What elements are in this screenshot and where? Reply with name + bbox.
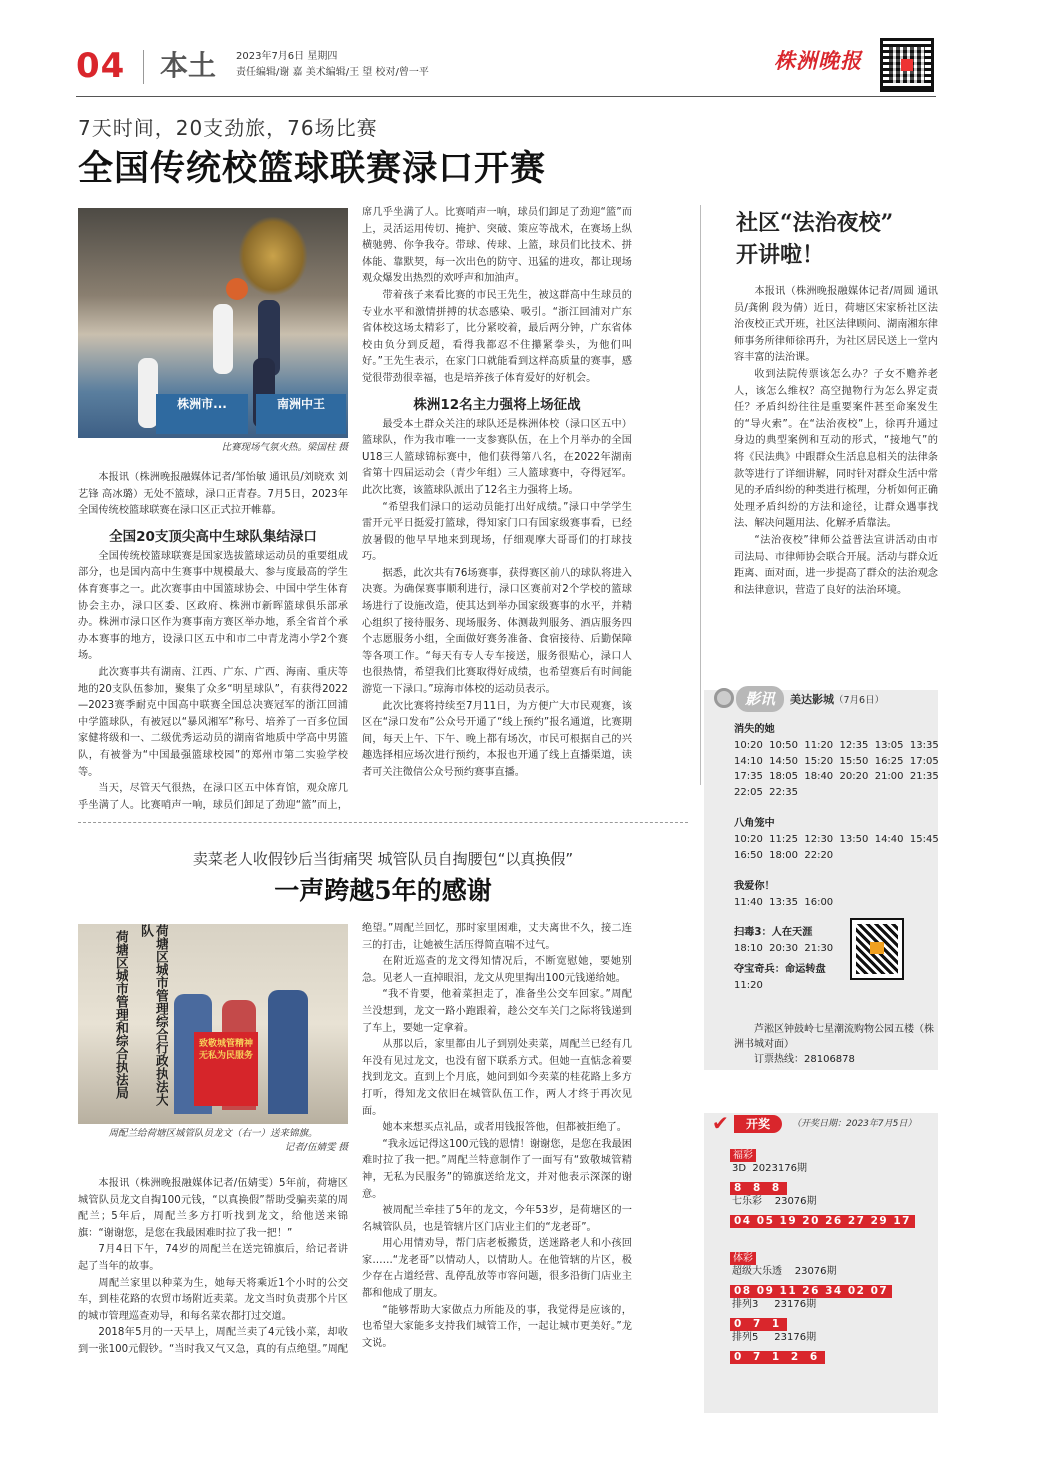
welfare-lottery-tag: 福彩 — [730, 1149, 756, 1162]
article3-para8: 她本来想买点礼品，或者用钱报答他，但都被拒绝了。 — [382, 1122, 627, 1134]
article1-subhead1: 全国20支顶尖高中生球队集结渌口 — [109, 528, 317, 545]
movie-times: 11:20 — [734, 980, 763, 991]
qlc-label: 七乐彩 23076期 — [732, 1196, 817, 1207]
movie-times: 16:50 18:00 22:20 — [734, 849, 834, 861]
cinema-qr-code — [850, 918, 904, 980]
cinema-name-text: 美达影城 — [790, 693, 834, 706]
article3-para2: 7月4日下午，74岁的周配兰在送完锦旗后，给记者讲起了当年的故事。 — [78, 1244, 348, 1272]
cinema-address: 芦淞区钟鼓岭七星潮流购物公园五楼（株洲书城对面） — [734, 1024, 934, 1050]
article2-headline-line1: 社区“法治夜校” — [736, 210, 894, 236]
movie-times: 10:20 11:25 12:30 13:50 14:40 15:45 — [734, 834, 939, 845]
banner-photo-credit: 记者/伍婧雯 摄 — [284, 1142, 348, 1153]
article1-kicker: 7天时间，20支劲旅，76场比赛 — [78, 116, 378, 140]
banner-photo — [78, 924, 348, 1124]
article1-col2 — [362, 205, 632, 782]
movie-title: 八角笼中 — [734, 818, 775, 829]
fc3d-numbers: 8 8 8 — [730, 1182, 787, 1195]
movie-times: 14:10 14:50 15:20 15:50 16:25 17:05 — [734, 755, 939, 767]
movie-title: 夺宝奇兵：命运转盘 — [734, 964, 826, 975]
checkmark-icon: ✔ — [712, 1111, 729, 1135]
movie-title: 我爱你！ — [734, 881, 775, 892]
column-rule — [700, 205, 701, 785]
dlt-numbers: 08 09 11 26 34 02 07 — [730, 1285, 892, 1298]
article1-para3-cont: 席几乎坐满了人。比赛哨声一响，球员们卸足了劲迎“篮”而上，灵活运用传切、掩护、突破、策应等战术，在赛场上纵横驰骋、你争我夺。带球、传球、上篮，球员们比技术、拼体能、靠默契，每一次出色的防守、迅猛的进攻，都让现场观众爆发出热烈的欢呼声和加油声。 — [362, 207, 632, 285]
qr-code — [880, 38, 934, 92]
section-divider — [78, 822, 688, 823]
sports-lottery-tag: 体彩 — [730, 1252, 756, 1265]
article1-para2: 此次赛事共有湖南、江西、广东、广西、海南、重庆等地的20支队伍参加，聚集了众多“明星球队”，有获得2022—2023赛季耐克中国高中联赛全国总决赛冠军的浙江回浦中学篮球队，有被冠以“暴风湘军”称号、培养了一百多位国家健将级和一、二级优秀运动员的湖南省地质中学高中男篮队，有被誉为“中国最强篮球校园”的郑州市第二实验学校等。 — [78, 666, 348, 778]
basketball-photo — [78, 208, 348, 438]
pl5-numbers: 0 7 1 2 6 — [730, 1351, 825, 1364]
cinema-logo: 影讯 — [736, 686, 784, 712]
article2-para2: 收到法院传票该怎么办？子女不赡养老人，该怎么维权？高空抛物行为怎么界定责任？矛盾纠纷往往是重要案件甚至命案发生的“导火索”。在“法治夜校”上，徐再升通过身边的典型案例和互动的形式，“接地气”的将《民法典》中跟群众生活息息相关的法律条款等进行了详细讲解，同时针对群众生活中常见的矛盾纠纷的种类进行梳理，分析如何正确处理矛盾纠纷的方法和途径，让群众遇事找法、解决问题用法、化解矛盾靠法。 — [734, 368, 938, 530]
article3-para7: 从那以后，家里都由儿子到别处卖菜，周配兰已经有几年没有见过龙文，也没有留下联系方式。但她一直惦念着要找到龙文。直到上个月底，她问到如今卖菜的桂花路上多方打听，得知龙文依旧在城管队伍工作，两人才终于再次见面。 — [362, 1039, 632, 1117]
film-reel-icon — [714, 688, 734, 708]
article1-col1 — [78, 470, 348, 814]
article3-para11: 用心用情劝导，帮门店老板搬货，送迷路老人和小孩回家……“龙老哥”以情动人，以情助人。在他管辖的片区，极少存在占道经营、乱停乱放等市容问题，很多沿街门店业主都和他成了朋友。 — [362, 1238, 632, 1300]
article1-headline: 全国传统校篮球联赛渌口开赛 — [78, 149, 547, 189]
header-divider — [143, 50, 144, 84]
article1-lead: 本报讯（株洲晚报融媒体记者/邹怡敏 通讯员/刘晓欢 刘艺锋 高冰璐）无处不篮球，渌口正青春。7月5日，2023年全国传统校篮球联赛在渌口区正式拉开帷幕。 — [78, 472, 348, 517]
movie-list — [734, 722, 939, 1004]
movie-times: 10:20 10:50 11:20 12:35 13:05 13:35 — [734, 740, 939, 751]
article3-para6: “我不肯要，他着菜担走了，准备坐公交车回家。”周配兰没想到，龙文一路小跑跟着，趁公交车关门之际将钱递到了车上，要她一定拿着。 — [362, 989, 632, 1034]
fc3d-label: 3D 2023176期 — [732, 1163, 807, 1174]
article2-para3: “法治夜校”律师公益普法宣讲活动由市司法局、市律师协会联合开展。活动与群众近距离、面对面，进一步提高了群众的法治观念和法律意识，营造了良好的法治环境。 — [734, 534, 938, 596]
article3-para10: 被周配兰牵挂了5年的龙文，今年53岁，是荷塘区的一名城管队员，也是管辖片区门店业主们的“龙老哥”。 — [362, 1205, 632, 1233]
article3-para4: 2018年5月的一天早上，周配兰卖了4元钱小菜，却收到一张100元假钞。“当时我又气又急，真的有点绝望。”周配 — [78, 1327, 348, 1355]
movie-times: 11:40 13:35 16:00 — [734, 897, 834, 908]
article3-kicker: 卖菜老人收假钞后当街痛哭 城管队员自掏腰包“以真换假” — [192, 850, 574, 868]
article1-para4: 带着孩子来看比赛的市民王先生，被这群高中生球员的专业水平和激情拼搏的状态感染、吸引。“浙江回浦对广东省体校这场太精彩了，比分紧咬着，最后两分钟，广东省体校由负分到反超，看得我都忍不住攥紧拳头，为他们叫好。”王先生表示，在家门口就能看到这样高质量的赛事，感觉很带劲很幸福，也是培养孩子体育爱好的好机会。 — [362, 289, 632, 384]
photo-sign-left: 荷塘区城市管理和综合执法局 — [113, 930, 128, 1099]
article1-para7: 据悉，此次共有76场赛事，获得赛区前八的球队将进入决赛。为确保赛事顺利进行，渌口区赛前对2个学校的篮球场进行了设施改造，使其达到举办国家级赛事的水平，并精心组织了接待服务、现场服务、体测裁判服务、酒店服务四个志愿服务小组，全面做好赛务准备、食宿接待、后勤保障等各项工作。“每天有专人专车接送，服务很贴心，渌口人也很热情，希望我们比赛取得好成绩，也希望赛后有时间能游览一下渌口。”琼海市体校的运动员表示。 — [362, 567, 632, 696]
article1-para3: 当天，尽管天气很热，在渌口区五中体育馆，观众席几乎坐满了人。比赛哨声一响，球员们卸足了劲迎“篮”而上， — [78, 783, 348, 811]
article3-para5: 在附近巡查的龙文得知情况后，不断宽慰她，要她别急。见老人一直掉眼泪，龙文从兜里掏出100元钱递给她。 — [362, 956, 632, 984]
article3-para1: 本报讯（株洲晚报融媒体记者/伍婧雯）5年前，荷塘区城管队员龙文自掏100元钱，“以真换假”帮助受骗卖菜的周配兰；5年后，周配兰多方打听找到龙文，给他送来锦旗：“谢谢您，是您在我最困难时拉了我一把！” — [78, 1178, 348, 1239]
lottery-results — [730, 1143, 934, 1364]
issue-date: 2023年7月6日 星期四 — [236, 51, 338, 62]
article2-para1: 本报讯（株洲晚报融媒体记者/周圆 通讯员/龚俐 段为倩）近日，荷塘区宋家桥社区法治夜校正式开班，社区法律顾问、湖南湘东律师事务所律师徐再升，为社区居民送上一堂内容丰富的法治课。 — [734, 286, 938, 364]
movie-title: 扫毒3：人在天涯 — [734, 926, 813, 938]
article1-subhead2: 株洲12名主力强将上场征战 — [413, 396, 581, 413]
article1-para1: 全国传统校篮球联赛是国家选拔篮球运动员的重要组成部分，也是国内高中生赛事中规模最大、参与度最高的学生体育赛事之一。此次赛事由中国篮球协会、中国中学生体育协会主办，渌口区委、区政府、株洲市新晖篮球俱乐部承办。株洲市渌口区作为赛事南方赛区举办地，系全省首个承办本赛事的地方，设渌口区五中和市二中青龙湾小学2个赛场。 — [78, 550, 348, 662]
lottery-title: 开奖 — [734, 1115, 782, 1133]
article1-para5: 最受本土群众关注的球队还是株洲体校（渌口区五中）篮球队，作为我市唯一一支参赛队伍，在上个月举办的全国U18三人篮球锦标赛中，他们获得第八名，在2022年湖南省第十四届运动会（青少年组）三人篮球赛中，夺得冠军。此次比赛，该篮球队派出了12名主力强将上场。 — [362, 418, 632, 496]
header-rule — [76, 96, 936, 97]
movie-times: 22:05 22:35 — [734, 786, 798, 798]
movie-title: 消失的她 — [734, 724, 775, 735]
banner-photo-caption: 周配兰给荷塘区城管队员龙文（右一）送来锦旗。 — [108, 1128, 318, 1139]
cinema-hotline: 订票热线：28106878 — [754, 1054, 855, 1065]
dlt-label: 超级大乐透 23076期 — [732, 1266, 837, 1277]
article3-col2 — [362, 921, 632, 1352]
article3-para3: 周配兰家里以种菜为生，她每天将乘近1个小时的公交车，到桂花路的农贸市场附近卖菜。龙文当时负责那个片区的城市管理巡查劝导，和每名菜农都打过交道。 — [78, 1277, 348, 1322]
photo-sign-right: 荷塘区城市管理综合行政执法大队 — [138, 924, 168, 1106]
photo-red-banner: 致敬城管精神 无私为民服务 — [194, 1032, 258, 1106]
qlc-numbers: 04 05 19 20 26 27 29 17 — [730, 1215, 915, 1228]
cinema-name — [790, 692, 884, 709]
article3-para9: “我永远记得这100元钱的恩情！谢谢您，是您在我最困难时拉了我一把。”周配兰特意制作了一面写有“致敬城管精神，无私为民服务”的锦旗送给龙文，并对他表示深深的谢意。 — [362, 1138, 632, 1200]
article2-headline-line2: 开讲啦！ — [736, 242, 825, 268]
page-number: 04 — [76, 46, 126, 86]
cinema-box — [704, 690, 938, 1070]
article1-para6: “希望我们渌口的运动员能打出好成绩。”渌口中学学生雷开元平日挺爱打篮球，得知家门口有国家级赛事看，已经放暑假的他早早地来到现场，仔细观摩大哥哥们的打球技巧。 — [362, 501, 632, 563]
article2-body — [734, 284, 938, 599]
article3-para12: “能够帮助大家做点力所能及的事，我觉得是应该的，也希望大家能多支持我们城管工作，一起让城市更美好。”龙文说。 — [362, 1304, 632, 1349]
photo-banner-left: 株洲市... — [156, 394, 248, 434]
lottery-box — [704, 1113, 938, 1413]
pl3-label: 排列3 23176期 — [732, 1299, 817, 1310]
article1-para8: 此次比赛将持续至7月11日，为方便广大市民观赛，该区在“渌口发布”公众号开通了“线上预约”报名通道，比赛期间，每天上午、下午、晚上都有场次，市民可根据自己的兴趣选择相应场次进行预约，本报也开通了线上直播渠道，读者可关注微信公众号预约赛事直播。 — [362, 700, 632, 778]
photo-banner-right: 南洲中王 — [256, 394, 346, 434]
basketball-photo-caption: 比赛现场气氛火热。梁国柱 摄 — [221, 442, 348, 453]
article3-col1 — [78, 1176, 348, 1358]
movie-times: 17:35 18:05 18:40 20:20 21:00 21:35 — [734, 771, 939, 782]
editor-credits: 责任编辑/谢 嘉 美术编辑/王 望 校对/曾一平 — [236, 67, 429, 78]
page-header — [0, 0, 1039, 100]
lottery-date: （开奖日期：2023年7月5日） — [792, 1119, 917, 1129]
pl5-label: 排列5 23176期 — [732, 1332, 817, 1343]
pl3-numbers: 0 7 1 — [730, 1318, 787, 1331]
article3-headline: 一声跨越5年的感谢 — [274, 876, 492, 905]
section-name: 本土 — [160, 49, 217, 82]
masthead-logo: 株洲晚报 — [774, 48, 862, 73]
article3-para4-cont: 绝望。”周配兰回忆，那时家里困难，丈夫离世不久，接二连三的打击，让她被生活压得简直喘不过气。 — [362, 923, 632, 951]
movie-times: 18:10 20:30 21:30 — [734, 942, 834, 954]
cinema-date: （7月6日） — [834, 695, 885, 706]
